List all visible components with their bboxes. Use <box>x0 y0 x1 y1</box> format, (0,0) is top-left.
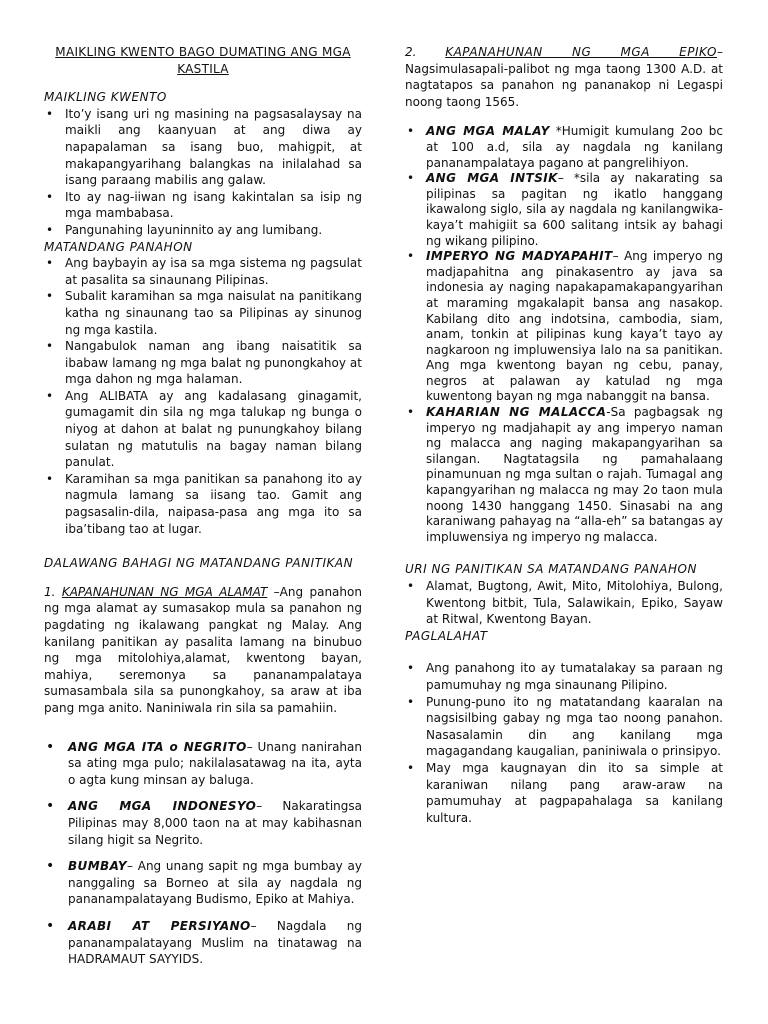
right-column <box>405 44 723 826</box>
group-text: Ang unang sapit ng mga bumbay ay nanggaling sa Borneo at sila ay nagdala ng pananampalatayang Budismo, Epiko at Mahiya. <box>68 859 362 907</box>
section-number: 1. <box>44 584 56 599</box>
paglalahat-list <box>405 660 723 826</box>
group-label: ARABI AT PERSIYANO <box>68 918 251 933</box>
group-separator: – * <box>557 171 580 186</box>
kapanahunan-alamat-body: Ang panahon ng mga alamat ay sumasakop mula sa panahon ng pagdating ng ikalawang pangkat ng Malay. Ang kanilang panitikan ay pasalita lamang na binubuo ng mga mitolohiya,alamat, kwentong bayan, mahiya, seremonya sa pananampalataya sumasambala sila sa punongkahoy, sa araw at iba pang mga anito. Naniniwala rin sila sa pamahiin. <box>44 584 362 715</box>
group-separator: – <box>256 799 283 814</box>
group-label: IMPERYO NG MADYAPAHIT <box>426 249 613 264</box>
section-heading-dalawang-bahagi: DALAWANG BAHAGI NG MATANDANG PANITIKAN <box>44 556 354 571</box>
title-dash: – <box>267 584 280 599</box>
list-item: • Ang baybayin ay isa sa mga sistema ng pagsulat at pasalita sa sinaunang Pilipinas. <box>44 255 362 288</box>
kapanahunan-alamat-title: KAPANAHUNAN NG MGA ALAMAT <box>61 584 268 599</box>
group-separator: - <box>606 405 611 420</box>
section-heading-uri-ng-panitikan: URI NG PANITIKAN SA MATANDANG PANAHON <box>405 562 697 577</box>
section-heading-paglalahat: PAGLALAHAT <box>405 628 488 643</box>
group-label: ANG MGA ITA o NEGRITO <box>68 739 247 754</box>
group-separator: – <box>246 739 258 754</box>
group-text: Nagdala ng pananampalatayang Muslim na tinatawag na HADRAMAUT SAYYIDS. <box>68 918 362 967</box>
group-text: Ang imperyo ng madjapahitna ang pinakasentro ay java sa indonesia ay naging napakapamakapangyarihan at maraming mgakalapit bansa ang nasakop. Kabilang dito ang indotsina, cambodia, siam, anam, tonkin at pilipinas kung kaya’t tayo ay nagkaroon ng impluwensiya lalo na sa panitikan. Ang mga kwentong bayan ng cebu, panay, negros at palawan ay katulad ng mga kuwentong bayan ng mga nabanggit na bansa. <box>426 249 723 404</box>
list-item: • Ang ALIBATA ay ang kadalasang ginagamit, gumagamit din sila ng mga talukap ng bunga o niyog at dahon at balat ng punungkahoy bilang sulatan ng matutulis na bagay naman bilang panulat. <box>44 388 362 471</box>
title-line-1: MAIKLING KWENTO BAGO DUMATING ANG MGA <box>55 45 351 59</box>
group-text: Sa pagbagsak ng imperyo ng madjahapit ay ang imperyo naman ng malacca ang naging makapangyarihan sa silangan. Nagtatagsila ng pamahalaang pinamunuan ng mga sultan o rajah. Tumagal ang kapangyarihan ng malacca ng may 2o taon mula noong 1430 hanggang 1450. Sinasabi na ang karaniwang pahayag na “alla-eh” sa batangas ay impluwensiya ng imperyo ng malacca. <box>426 405 723 544</box>
kapanahunan-epiko-paragraph <box>405 44 723 110</box>
list-item <box>405 405 723 545</box>
list-item: • Karamihan sa mga panitikan sa panahong ito ay nagmula lamang sa iisang tao. Gamit ang pagsasalin-dila, naipasa-pasa ang mga ito sa iba’tibang tao at lugar. <box>44 471 362 537</box>
maikling-kwento-list <box>44 106 362 239</box>
list-item <box>44 798 362 848</box>
list-item: • Ito’y isang uri ng masining na pagsasalaysay na maikli ang kaanyuan at ang diwa ay napapalaman sa isang buo, mahigpit, at makapangyarihang balangkas na inilalahad sa isang paraang mabilis ang galaw. <box>44 106 362 189</box>
section-heading-matandang-panahon: MATANDANG PANAHON <box>44 239 193 254</box>
group-label: ANG MGA INTSIK <box>426 171 558 186</box>
group-label: BUMBAY <box>68 859 127 874</box>
section-heading-maikling-kwento: MAIKLING KWENTO <box>44 90 167 105</box>
kapanahunan-alamat-paragraph <box>44 584 362 717</box>
list-item: • Punung-puno ito ng matatandang kaaralan na nagsisilbing gabay ng mga tao noong panahon. Nasasalamin din ang kanilang mga magagandang kaugalian, paniniwala o prinsipyo. <box>405 694 723 760</box>
group-label: KAHARIAN NG MALACCA <box>426 405 607 420</box>
uri-ng-panitikan-list <box>405 578 723 628</box>
list-item <box>44 739 362 789</box>
list-item: • Subalit karamihan sa mga naisulat na panitikang katha ng sinaunang tao sa Pilipinas ay sinunog ng mga kastila. <box>44 288 362 338</box>
title-line-2: KASTILA <box>177 61 229 76</box>
left-column <box>44 44 362 978</box>
group-separator: – <box>250 918 277 933</box>
epiko-groups-list <box>405 124 723 545</box>
group-separator: – <box>126 859 138 874</box>
group-text: sila ay nakarating sa pilipinas sa pagitan ng ikatlo hanggang ikawalong siglo, sila ay nagdala ng kanilangwika- kaya’t mahigiit sa 600 salitang intsik ay bahagi ng wikang pilipino. <box>426 171 723 248</box>
list-item: • Ito ay nag-iiwan ng isang kakintalan sa isip ng mga mambabasa. <box>44 189 362 222</box>
kapanahunan-epiko-title: KAPANAHUNAN NG MGA EPIKO <box>445 45 717 59</box>
list-item <box>44 858 362 908</box>
group-separator: * <box>549 124 562 139</box>
matandang-panahon-list <box>44 255 362 537</box>
group-label: ANG MGA MALAY <box>426 124 550 139</box>
list-item <box>405 171 723 249</box>
section-number: 2. <box>405 45 417 59</box>
list-item <box>405 249 723 405</box>
list-item <box>405 124 723 171</box>
group-text: Unang nanirahan sa ating mga pulo; nakilalasatawag na ita, ayta o agta kung minsan ay baluga. <box>68 739 362 787</box>
list-item: • Pangunahing layuninnito ay ang lumibang. <box>44 222 362 239</box>
kapanahunan-epiko-body: Nagsimulasapali-palibot ng mga taong 1300 A.D. at nagtatapos sa panahon ng pananakop ni Legaspi noong taong 1565. <box>405 61 723 109</box>
group-label: ANG MGA INDONESYO <box>68 799 257 814</box>
alamat-groups-list <box>44 739 362 968</box>
list-item <box>44 918 362 968</box>
group-text: Nakaratingsa Pilipinas may 8,000 taon na at may kabihasnan silang higit sa Negrito. <box>68 799 362 847</box>
group-text: Humigit kumulang 2oo bc at 100 a.d, sila ay nagdala ng kanilang pananampalataya pagano at pangrelihiyon. <box>426 124 723 170</box>
list-item: • Alamat, Bugtong, Awit, Mito, Mitolohiya, Bulong, Kwentong bitbit, Tula, Salawikain, Epiko, Sayaw at Ritwal, Kwentong Bayan. <box>405 578 723 628</box>
document-title <box>44 44 362 77</box>
list-item: • Nangabulok naman ang ibang naisatitik sa ibabaw lamang ng mga balat ng punongkahoy at mga dahon ng mga halaman. <box>44 338 362 388</box>
list-item: • Ang panahong ito ay tumatalakay sa paraan ng pamumuhay ng mga sinaunang Pilipino. <box>405 660 723 693</box>
group-separator: – <box>612 249 625 264</box>
title-dash: – <box>717 45 723 59</box>
list-item: • May mga kaugnayan din ito sa simple at karaniwan nilang pang araw-araw na pamumuhay at pagpapahalaga sa kanilang kultura. <box>405 760 723 826</box>
